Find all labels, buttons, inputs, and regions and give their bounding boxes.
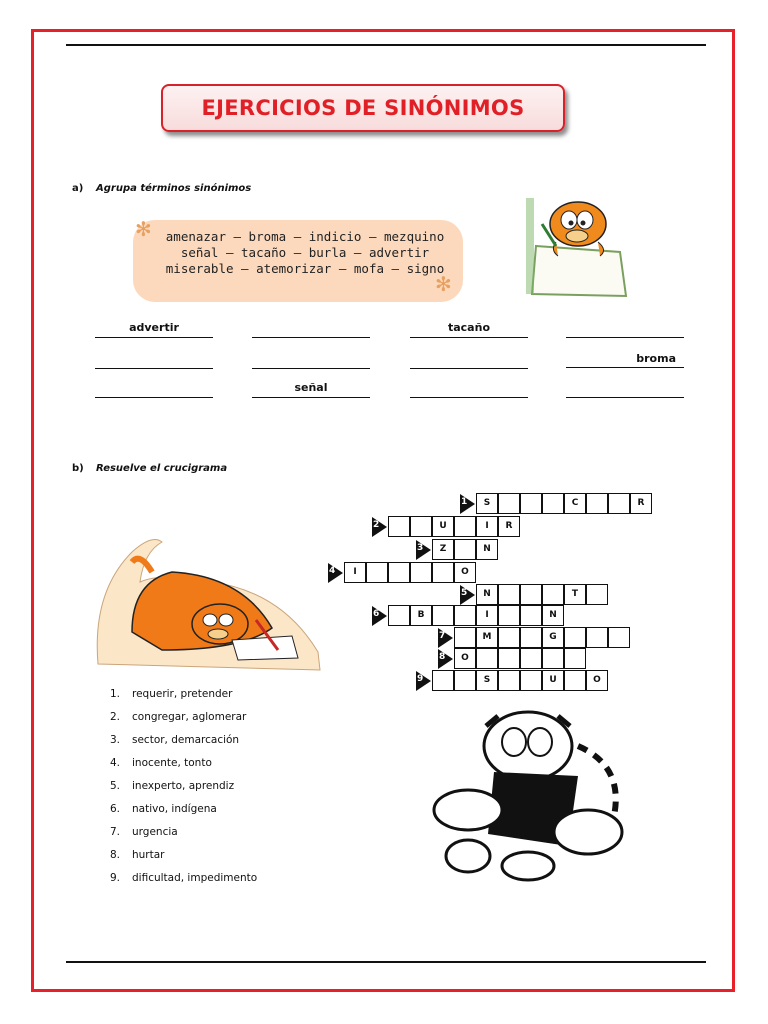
crossword-cell[interactable] [586,584,608,605]
flower-icon: ✻ [435,272,452,296]
clue-item: 6. nativo, indígena [110,803,217,815]
crossword-cell[interactable] [542,648,564,669]
crossword-cell[interactable] [388,516,410,537]
answer-blank[interactable]: advertir [95,321,213,338]
crossword-number-marker [438,628,453,648]
page-title: EJERCICIOS DE SINÓNIMOS [201,96,525,120]
clue-item: 7. urgencia [110,826,178,838]
crossword-cell[interactable] [520,584,542,605]
crossword-cell[interactable]: M [476,627,498,648]
crossword-number-marker [328,563,343,583]
crossword-cell[interactable] [498,584,520,605]
crossword-number-marker [438,649,453,669]
crossword-cell[interactable]: O [454,562,476,583]
clue-item: 2. congregar, aglomerar [110,711,247,723]
crossword-cell[interactable] [586,627,608,648]
crossword-cell[interactable] [454,539,476,560]
crossword-cell[interactable] [498,605,520,626]
flower-icon: ✻ [135,217,152,241]
title-banner [161,84,565,132]
crossword-cell[interactable] [454,605,476,626]
crossword-cell[interactable] [498,670,520,691]
crossword-number: 9 [417,674,424,684]
crossword-number-marker [416,540,431,560]
crossword-cell[interactable] [520,605,542,626]
answer-blank[interactable] [95,352,213,369]
answer-blank[interactable]: señal [252,381,370,398]
section-b-heading [72,463,227,474]
crossword-cell[interactable] [542,584,564,605]
crossword-number-marker [460,494,475,514]
answer-blank[interactable] [410,352,528,369]
section-a-heading [72,183,251,194]
crossword-cell[interactable] [542,493,564,514]
clue-item: 4. inocente, tonto [110,757,212,769]
crossword-cell[interactable] [454,627,476,648]
crossword-cell[interactable] [432,605,454,626]
crossword-cell[interactable]: U [542,670,564,691]
crossword-cell[interactable]: C [564,493,586,514]
crossword-cell[interactable]: I [476,516,498,537]
crossword-cell[interactable] [586,493,608,514]
crossword-cell[interactable] [498,648,520,669]
word-bank-line: señal – tacaño – burla – advertir [180,245,430,260]
crossword-cell[interactable]: Z [432,539,454,560]
crossword-number: 7 [439,631,446,641]
crossword-cell[interactable] [564,627,586,648]
crossword-cell[interactable] [498,493,520,514]
crossword-cell[interactable] [454,516,476,537]
crossword-cell[interactable] [564,670,586,691]
clue-item: 9. dificultad, impedimento [110,872,258,884]
crossword-cell[interactable]: R [630,493,652,514]
answer-blank[interactable] [566,381,684,398]
crossword-cell[interactable]: T [564,584,586,605]
crossword-cell[interactable] [410,562,432,583]
word-bank-line: amenazar – broma – indicio – mezquino [165,229,445,244]
crossword-cell[interactable] [498,627,520,648]
clue-item: 3. sector, demarcación [110,734,240,746]
section-b-letter: b) [72,463,84,474]
answer-blank[interactable]: tacaño [410,321,528,338]
crossword-cell[interactable] [366,562,388,583]
crossword-cell[interactable] [520,648,542,669]
crossword-number: 8 [439,652,446,662]
clue-item: 8. hurtar [110,849,165,861]
bottom-rule [66,961,706,963]
clue-list [110,688,257,895]
crossword-cell[interactable] [388,562,410,583]
crossword-number: 4 [329,566,336,576]
crossword-cell[interactable] [476,648,498,669]
answer-blank[interactable] [95,381,213,398]
answer-blank[interactable] [252,352,370,369]
crossword-number-marker [416,671,431,691]
crossword-cell[interactable]: U [432,516,454,537]
crossword-cell[interactable]: B [410,605,432,626]
crossword-cell[interactable] [608,493,630,514]
answer-blank[interactable]: broma [566,352,684,368]
crossword-cell[interactable] [520,627,542,648]
crossword-cell[interactable]: N [476,584,498,605]
crossword-cell[interactable] [388,605,410,626]
crossword-cell[interactable] [410,516,432,537]
answer-blank[interactable] [566,321,684,338]
answer-blank[interactable] [252,321,370,338]
crossword-number: 6 [373,609,380,619]
crossword-cell[interactable] [520,670,542,691]
crossword-cell[interactable] [454,670,476,691]
crossword-cell[interactable]: O [454,648,476,669]
crossword-cell[interactable]: N [476,539,498,560]
crossword-number-marker [372,517,387,537]
answer-blank[interactable] [410,381,528,398]
garfield-writing-illustration [92,532,324,674]
crossword-cell[interactable]: I [476,605,498,626]
crossword-cell[interactable] [564,648,586,669]
section-a-letter: a) [72,183,84,194]
crossword-cell[interactable] [608,627,630,648]
garfield-sign-illustration [522,194,640,302]
crossword-cell[interactable]: G [542,627,564,648]
crossword-cell[interactable]: S [476,493,498,514]
crossword-cell[interactable]: I [344,562,366,583]
crossword-number-marker [460,585,475,605]
crossword-number: 3 [417,543,424,553]
section-b-label: Resuelve el crucigrama [96,463,228,474]
section-a-label: Agrupa términos sinónimos [96,183,252,194]
top-rule [66,44,706,46]
crossword-number: 5 [461,588,468,598]
clue-item: 5. inexperto, aprendiz [110,780,235,792]
crossword-cell[interactable] [432,670,454,691]
crossword-cell[interactable]: N [542,605,564,626]
crossword-cell[interactable]: O [586,670,608,691]
word-bank [130,229,480,277]
crossword-cell[interactable] [432,562,454,583]
crossword-cell[interactable]: S [476,670,498,691]
garfield-reading-illustration [428,706,626,884]
crossword-number: 1 [461,497,468,507]
crossword-cell[interactable]: R [498,516,520,537]
word-bank-line: miserable – atemorizar – mofa – signo [165,261,445,276]
clue-item: 1. requerir, pretender [110,688,233,700]
crossword-number-marker [372,606,387,626]
crossword-number: 2 [373,520,380,530]
crossword-cell[interactable] [520,493,542,514]
